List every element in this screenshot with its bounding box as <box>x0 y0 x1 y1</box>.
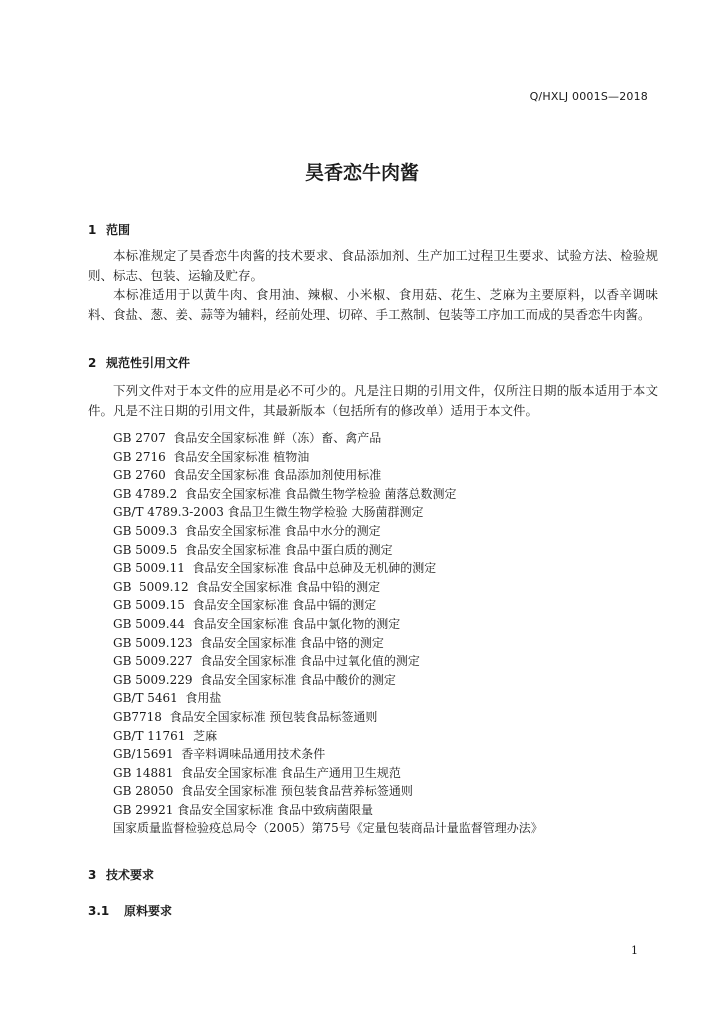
reference-item: GB7718 食品安全国家标准 预包装食品标签通则 <box>113 709 378 724</box>
reference-item: GB 28050 食品安全国家标准 预包装食品营养标签通则 <box>113 784 413 799</box>
paragraph: 本标准适用于以黄牛肉、食用油、辣椒、小米椒、食用菇、花生、芝麻为主要原料，以香辛调味料、食盐、葱、姜、蒜等为辅料，经前处理、切碎、手工熬制、包装等工序加工而成的昊香恋牛肉酱。 <box>88 287 658 322</box>
reference-item: GB 5009.229 食品安全国家标准 食品中酸价的测定 <box>113 672 396 687</box>
reference-item: GB 5009.44 食品安全国家标准 食品中氯化物的测定 <box>113 616 401 631</box>
paragraph: 下列文件对于本文件的应用是必不可少的。凡是注日期的引用文件，仅所注日期的版本适用于本文件。凡是不注日期的引用文件，其最新版本（包括所有的修改单）适用于本文件。 <box>88 383 658 418</box>
reference-item: GB 29921 食品安全国家标准 食品中致病菌限量 <box>113 802 374 817</box>
standard-code: Q/HXLJ 0001S—2018 <box>529 90 648 103</box>
reference-item: GB/T 4789.3-2003 食品卫生微生物学检验 大肠菌群测定 <box>113 505 424 520</box>
reference-item: GB 5009.11 食品安全国家标准 食品中总砷及无机砷的测定 <box>113 561 437 576</box>
reference-item: GB 2760 食品安全国家标准 食品添加剂使用标准 <box>113 468 382 483</box>
section-number: 3 <box>88 868 97 882</box>
subsection-heading-3-1 <box>88 902 172 919</box>
reference-item: GB/T 11761 芝麻 <box>113 728 218 743</box>
reference-item: GB 5009.15 食品安全国家标准 食品中镉的测定 <box>113 598 377 613</box>
page-number: 1 <box>631 944 638 957</box>
reference-item: GB 5009.123 食品安全国家标准 食品中铬的测定 <box>113 635 384 650</box>
reference-item: GB/15691 香辛料调味品通用技术条件 <box>113 747 326 762</box>
reference-item: GB 5009.227 食品安全国家标准 食品中过氧化值的测定 <box>113 654 420 669</box>
reference-item: GB 14881 食品安全国家标准 食品生产通用卫生规范 <box>113 765 401 780</box>
section-title: 范围 <box>106 223 131 237</box>
section-number: 1 <box>88 223 97 237</box>
reference-item: 国家质量监督检验疫总局令（2005）第75号《定量包装商品计量监督管理办法》 <box>113 821 543 836</box>
reference-item: GB 2716 食品安全国家标准 植物油 <box>113 449 310 464</box>
reference-item: GB/T 5461 食用盐 <box>113 691 222 706</box>
section-number: 3.1 <box>88 904 110 918</box>
section-title: 原料要求 <box>124 904 173 918</box>
reference-item: GB 2707 食品安全国家标准 鲜（冻）畜、禽产品 <box>113 431 382 445</box>
paragraph: 本标准规定了昊香恋牛肉酱的技术要求、食品添加剂、生产加工过程卫生要求、试验方法、检验规则、标志、包装、运输及贮存。 <box>88 248 658 283</box>
section-title: 规范性引用文件 <box>106 356 191 370</box>
section-heading-3 <box>88 866 154 883</box>
reference-item: GB 4789.2 食品安全国家标准 食品微生物学检验 菌落总数测定 <box>113 486 457 501</box>
section-number: 2 <box>88 356 97 370</box>
section-title: 技术要求 <box>106 868 155 882</box>
reference-item: GB 5009.12 食品安全国家标准 食品中铅的测定 <box>113 579 381 594</box>
reference-item: GB 5009.5 食品安全国家标准 食品中蛋白质的测定 <box>113 542 393 557</box>
section-heading-1 <box>88 221 130 238</box>
reference-item: GB 5009.3 食品安全国家标准 食品中水分的测定 <box>113 523 381 538</box>
page-title: 昊香恋牛肉酱 <box>304 162 419 184</box>
reference-list <box>113 429 543 838</box>
section-heading-2 <box>88 354 190 371</box>
